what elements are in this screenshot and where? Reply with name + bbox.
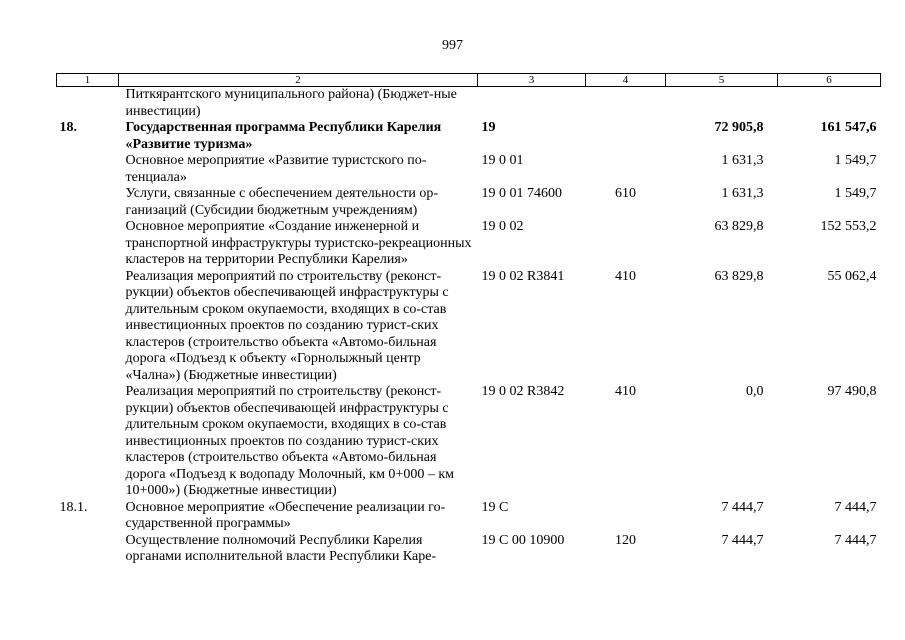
row-name: Основное мероприятие «Обеспечение реализации го-сударственной программы»	[125, 499, 446, 531]
row-amount-col6: 152 553,2	[820, 219, 877, 234]
row-amount-col5: 0,0	[746, 384, 764, 399]
row-amount-col6: 1 549,7	[834, 153, 877, 168]
header-row	[57, 74, 881, 87]
row-number	[57, 269, 119, 385]
row-expense-type	[586, 153, 666, 186]
row-code: 19 0 02 R3842	[481, 384, 565, 399]
table-row	[57, 269, 881, 385]
header-cell: 3	[478, 74, 586, 87]
row-expense-type	[586, 120, 666, 153]
row-amount-col6	[778, 87, 881, 121]
row-name: Основное мероприятие «Развитие туристского по-тенциала»	[125, 153, 427, 185]
row-amount-col6: 7 444,7	[834, 499, 877, 515]
row-code: 19 0 01	[481, 153, 524, 168]
row-code: 19 0 01 74600	[481, 186, 562, 201]
row-number	[57, 87, 119, 121]
row-amount-col5: 1 631,3	[721, 186, 764, 201]
row-amount-col6: 7 444,7	[834, 532, 877, 548]
row-number: 18.1.	[59, 499, 88, 515]
table-row	[57, 384, 881, 500]
row-number	[57, 533, 119, 566]
row-code: 19 0 02	[481, 219, 524, 234]
table-body	[57, 87, 881, 566]
page-number: 997	[442, 38, 463, 53]
row-expense-type: 610	[615, 186, 636, 201]
table-header	[57, 74, 881, 87]
row-code: 19 С 00 10900	[481, 532, 565, 548]
table-row	[57, 87, 881, 121]
row-code: 19	[481, 120, 496, 135]
row-name: Государственная программа Республики Карелия «Развитие туризма»	[125, 120, 442, 152]
row-amount-col6: 161 547,6	[820, 120, 877, 135]
row-code: 19 0 02 R3841	[481, 268, 565, 284]
row-amount-col6: 97 490,8	[827, 384, 877, 399]
row-name: Осуществление полномочий Республики Карелия органами исполнительной власти Республики Каре-	[125, 532, 437, 564]
header-cell: 4	[586, 74, 666, 87]
row-number	[57, 384, 119, 500]
table-row	[57, 533, 881, 566]
row-name: Реализация мероприятий по строительству (реконст-рукции) объектов обеспечивающей инфраструктуры с длительным сроком окупаемости, входящих в со-став инвестиционных проектов по созданию турист-ских кластеров (строительство объекта «Автомо-бильная дорога «Подъезд к объекту «Горнолыжный центр «Чална») (Бюджетные инвестиции)	[125, 268, 449, 383]
row-number	[57, 153, 119, 186]
row-code: 19 С	[481, 499, 509, 515]
budget-table	[56, 73, 881, 566]
row-name: Питкярантского муниципального района) (Бюджет-ные инвестиции)	[125, 87, 457, 119]
header-cell: 5	[666, 74, 778, 87]
row-amount-col5	[666, 87, 778, 121]
row-amount-col6: 1 549,7	[834, 186, 877, 201]
row-amount-col5: 63 829,8	[714, 268, 764, 284]
row-amount-col5: 72 905,8	[714, 120, 764, 135]
table-row	[57, 120, 881, 153]
row-number	[57, 219, 119, 269]
table-row	[57, 500, 881, 533]
row-amount-col5: 7 444,7	[721, 499, 764, 515]
row-expense-type: 410	[615, 268, 636, 284]
table-row	[57, 186, 881, 219]
row-name: Услуги, связанные с обеспечением деятельности ор-ганизаций (Субсидии бюджетным учреждениям)	[125, 186, 438, 218]
header-cell: 6	[778, 74, 881, 87]
row-name: Реализация мероприятий по строительству (реконст-рукции) объектов обеспечивающей инфраструктуры с длительным сроком окупаемости, входящих в со-став инвестиционных проектов по созданию турист-ских кластеров (строительство объекта «Автомо-бильная дорога «Подъезд к водопаду Молочный, км 0+000 – км 10+000») (Бюджетные инвестиции)	[125, 384, 454, 498]
header-cell: 1	[57, 74, 119, 87]
row-expense-type: 120	[615, 532, 636, 548]
table-row	[57, 153, 881, 186]
row-amount-col5: 7 444,7	[721, 532, 764, 548]
row-number: 18.	[59, 120, 77, 135]
row-amount-col6: 55 062,4	[827, 268, 877, 284]
row-number	[57, 186, 119, 219]
row-amount-col5: 1 631,3	[721, 153, 764, 168]
row-expense-type: 410	[615, 384, 636, 399]
row-name: Основное мероприятие «Создание инженерной и транспортной инфраструктуры туристско-рекреационных кластеров на территории Республики Карелия»	[125, 219, 472, 267]
row-expense-type	[586, 500, 666, 533]
row-amount-col5: 63 829,8	[714, 219, 764, 234]
header-cell: 2	[119, 74, 478, 87]
row-code	[478, 87, 586, 121]
table-row	[57, 219, 881, 269]
row-expense-type	[586, 87, 666, 121]
row-expense-type	[586, 219, 666, 269]
